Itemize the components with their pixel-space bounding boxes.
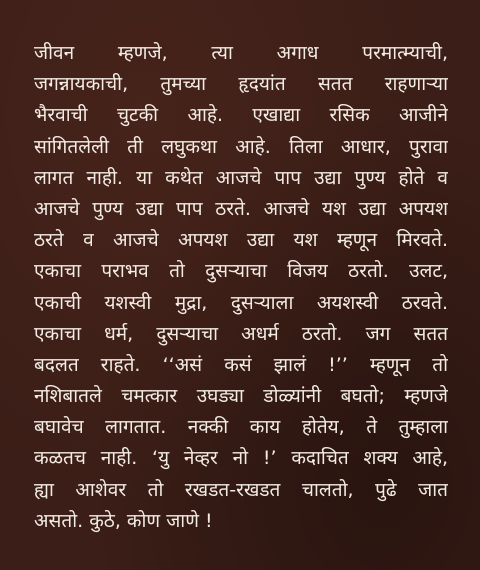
passage-line-5: लागत नाही. या कथेत आजचे पाप उद्या पुण्य होते व: [34, 166, 448, 189]
passage-line-1: जीवन म्हणजे, त्या अगाध परमात्म्याची,: [34, 42, 448, 64]
passage-line-10: एकाचा धर्म, दुसऱ्याचा अधर्म ठरतो. जग सतत: [34, 322, 448, 345]
passage-line-2: जगन्नायकाची, तुमच्या हृदयांत सतत राहणाऱ्या: [34, 73, 448, 96]
passage-line-8: एकाचा पराभव तो दुसऱ्याचा विजय ठरतो. उलट,: [34, 260, 448, 283]
passage-line-7: ठरते व आजचे अपयश उद्या यश म्हणून मिरवते.: [34, 229, 448, 252]
passage-line-3: भैरवाची चुटकी आहे. एखाद्या रसिक आजीने: [34, 104, 448, 127]
passage-line-16: असतो. कुठे, कोण जाणे !: [34, 509, 213, 532]
passage-line-15: ह्या आशेवर तो रखडत-रखडत चालतो, पुढे जात: [34, 478, 448, 501]
passage-line-14: कळतच नाही. ‘यु नेव्हर नो !’ कदाचित शक्य आहे,: [34, 447, 448, 470]
passage-line-11: बदलत राहते. ‘‘असं कसं झालं !’’ म्हणून तो: [34, 353, 448, 376]
passage-line-6: आजचे पुण्य उद्या पाप ठरते. आजचे यश उद्या अपयश: [34, 197, 448, 220]
passage-line-12: नशिबातले चमत्कार उघड्या डोळ्यांनी बघतो; म्हणजे: [34, 385, 448, 408]
passage-line-4: सांगितलेली ती लघुकथा आहे. तिला आधार, पुरावा: [34, 135, 448, 158]
passage-line-13: बघावेच लागतात. नक्की काय होतेय, ते तुम्हाला: [34, 416, 448, 439]
marathi-passage: [34, 38, 448, 537]
passage-line-9: एकाची यशस्वी मुद्रा, दुसऱ्याला अयशस्वी ठरवते.: [34, 291, 448, 314]
